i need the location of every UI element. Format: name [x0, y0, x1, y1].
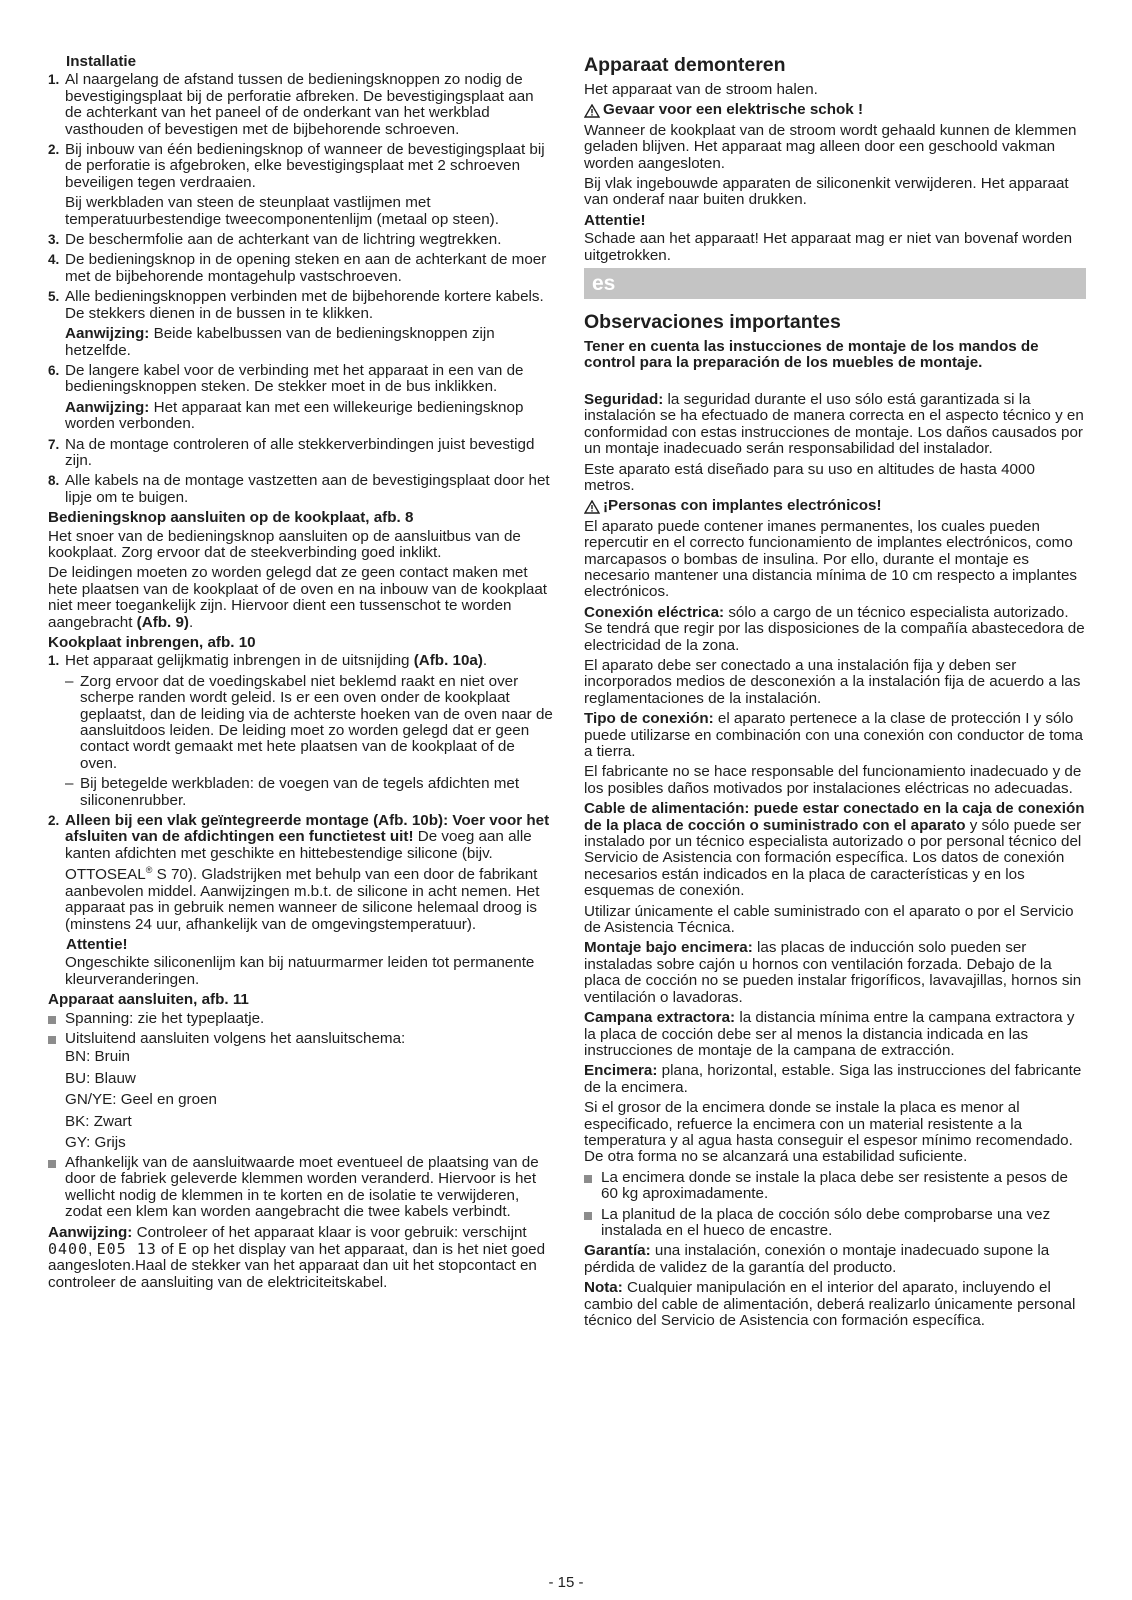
list-item: 2. Alleen bij een vlak geïntegreerde montage (Afb. 10b): Voer voor het afsluiten van de afdichtingen een functietest uit! De voeg aan alle kanten afdichten met geschikte en hittebestendige silicone (bijv. OTTOSEAL® S 70). Gladstrijken met behulp van een door de fabrikant aanbevolen middel. Aanwijzingen m.b.t. de silicone in acht nemen. Het apparaat pas in gebruik nemen wanneer de silicone helemaal droog is (minstens 24 uur, afhankelijk van de omgevingstemperatuur). — [48, 812, 550, 933]
bullet-item: La encimera donde se instale la placa debe ser resistente a pesos de 60 kg aproximadamente. — [584, 1170, 1086, 1203]
paragraph: Bij vlak ingebouwde apparaten de siliconenkit verwijderen. Het apparaat van onderaf naar buiten drukken. — [584, 175, 1069, 209]
bullet-square-icon — [48, 1031, 65, 1047]
warning-triangle-icon — [584, 104, 600, 118]
wire-code: GY: Grijs — [65, 1134, 126, 1152]
paragraph: Tipo de conexión: el aparato pertenece a la clase de protección I y sólo puede utilizarse en combinación con una conexión con conductor de toma a tierra. — [584, 710, 1083, 760]
note-paragraph: Aanwijzing: Beide kabelbussen van de bedieningsknoppen zijn hetzelfde. — [65, 325, 495, 359]
note-paragraph: Aanwijzing: Het apparaat kan met een willekeurige bedieningsknop worden verbonden. — [65, 398, 524, 433]
list-item: 1. Het apparaat gelijkmatig inbrengen in de uitsnijding (Afb. 10a). — [48, 652, 488, 670]
list-item: 5. Alle bedieningsknoppen verbinden met de bijbehorende kortere kabels. De stekkers dienen in de bussen in te klikken. — [48, 288, 544, 322]
wire-code: BU: Blauw — [65, 1069, 136, 1087]
bullet-item: La planitud de la placa de cocción sólo debe comprobarse una vez instalada en el hueco de encastre. — [584, 1207, 1086, 1240]
list-item: 7. Na de montage controleren of alle stekkerverbindingen juist bevestigd zijn. — [48, 435, 535, 469]
install-steps-list — [48, 72, 554, 322]
display-code: E — [177, 1239, 188, 1258]
wire-code: GN/YE: Geel en groen — [65, 1091, 217, 1109]
left-column — [48, 54, 554, 1295]
list-item: 6. De langere kabel voor de verbinding met het apparaat in een van de bedieningsknoppen steken. De stekker moet in de bus inklikken. — [48, 361, 524, 396]
paragraph: Wanneer de kookplaat van de stroom wordt gehaald kunnen de klemmen geladen blijven. Het apparaat mag alleen door een geschoold vakman worden aangesloten. — [584, 121, 1077, 172]
paragraph: Het apparaat van de stroom halen. — [584, 81, 818, 98]
paragraph: Garantía: una instalación, conexión o montaje inadecuado supone la pérdida de validez de la garantía del producto. — [584, 1242, 1050, 1276]
page-number: - 15 - — [548, 1574, 584, 1591]
paragraph: El aparato puede contener imanes permanentes, los cuales pueden repercutir en el correcto funcionamiento de implantes electrónicos, como marcapasos o bombas de insulina. Por ello, durante el montaje es necesario mantener una distancia mínima de 10 cm respecto a implantes electrónicos. — [584, 517, 1078, 601]
display-code: 0400 — [48, 1239, 89, 1258]
demont-heading: Apparaat demonteren — [584, 54, 786, 76]
list-item: 3. De beschermfolie aan de achterkant van de lichtring wegtrekken. — [48, 231, 502, 249]
paragraph: Utilizar únicamente el cable suministrado con el aparato o por el Servicio de Asistencia Técnica. — [584, 902, 1074, 937]
paragraph: Conexión eléctrica: sólo a cargo de un técnico especialista autorizado. Se tendrá que regir por las disposiciones de la compañía abastecedora de electricidad de la zona. — [584, 603, 1085, 654]
list-item: 4. De bedieningsknop in de opening steken en aan de achterkant de moer met de bijbehorende montagehulp vastschroeven. — [48, 251, 547, 285]
wire-codes — [48, 1047, 554, 1154]
shock-warning: Gevaar voor een elektrische schok ! — [584, 102, 1086, 118]
paragraph: Montaje bajo encimera: las placas de inducción solo pueden ser instaladas sobre cajón u hornos con ventilación forzada. Debajo de la placa de cocción no se pueden instalar frigoríficos, lavavajillas, hornos sin ventilación o lavadoras. — [584, 939, 1082, 1006]
implant-warning: ¡Personas con implantes electrónicos! — [584, 498, 1086, 514]
dash-item: – Bij betegelde werkbladen: de voegen van de tegels afdichten met siliconenrubber. — [65, 775, 520, 809]
installatie-heading: Installatie — [66, 53, 137, 70]
warning-triangle-icon — [584, 500, 600, 514]
obs-heading: Observaciones importantes — [584, 311, 841, 334]
list-item: 8. Alle kabels na de montage vastzetten aan de bevestigingsplaat door het lipje om te buigen. — [48, 472, 550, 506]
paragraph: Si el grosor de la encimera donde se instale la placa es menor al especificado, refuerce la encimera con un material resistente a la temperatura y al agua hasta conseguir el espesor mínimo recomendado. De otra forma no se alcanzará una estabilidad suficiente. — [584, 1099, 1073, 1166]
connect-heading: Apparaat aansluiten, afb. 11 — [48, 991, 249, 1009]
bullet-square-icon — [584, 1207, 601, 1240]
bullet-square-icon — [584, 1170, 601, 1203]
attentie-heading: Attentie! — [66, 935, 128, 953]
list-item: 2. Bij inbouw van één bedieningsknop of wanneer de bevestigingsplaat bij de perforatie is afgebroken, elke bevestigingsplaat met 2 schroeven beveiligen tegen verdraaien. — [48, 141, 545, 191]
attentie-text: Schade aan het apparaat! Het apparaat mag er niet van bovenaf worden uitgetrokken. — [584, 230, 1073, 264]
bullet-square-icon — [48, 1155, 65, 1221]
bullet-item: Uitsluitend aansluiten volgens het aansluitschema: — [48, 1031, 554, 1047]
bullet-item: Spanning: zie het typeplaatje. — [48, 1011, 554, 1027]
paragraph: Este aparato está diseñado para su uso en altitudes de hasta 4000 metros. — [584, 460, 1035, 494]
paragraph: El aparato debe ser conectado a una instalación fija y deben ser incorporados medios de desconexión a la instalación fija de acuerdo a las reglamentaciones de la instalación. — [584, 656, 1081, 707]
right-column — [584, 54, 1086, 1333]
dash-item: – Zorg ervoor dat de voedingskabel niet beklemd raakt en niet over scherpe randen wordt geleid. Is er een oven onder de kookplaat geplaatst, dan de leiding via de achterste hoeken van de oven naar de aansluitdoos leiden. De leiding moet zo worden gelegd dat er geen contact wordt gemaakt met hete plaatsen van de kookplaat of de oven. — [65, 672, 553, 772]
list-item: Bij werkbladen van steen de steunplaat vastlijmen met temperatuurbestendige tweecomponentenlijm (metaal op steen). — [65, 194, 499, 228]
wire-code: BK: Zwart — [65, 1112, 132, 1130]
bullet-square-icon — [48, 1011, 65, 1027]
wire-code: BN: Bruin — [65, 1048, 130, 1066]
paragraph: El fabricante no se hace responsable del funcionamiento inadecuado y de los posibles daños motivados por instalaciones eléctricas no adecuadas. — [584, 763, 1082, 797]
paragraph: Cable de alimentación: puede estar conectado en la caja de conexión de la placa de cocción o suministrado con el aparato y sólo puede ser instalado por un técnico especialista autorizado o por personal técnico del Servicio de Asistencia con formación específica. Los datos de conexión necesarios están indicados en la placa de características y en los esquemas de conexión. — [584, 800, 1085, 900]
paragraph: Het snoer van de bedieningsknop aansluiten op de aansluitbus van de kookplaat. Zorg ervoor dat de steekverbinding goed inklikt. — [48, 527, 521, 561]
bullet-item: Afhankelijk van de aansluitwaarde moet eventueel de plaatsing van de door de fabriek geleverde klemmen worden veranderd. Hiervoor is het wellicht nodig de klemmen in te korten en de isolatie te verwijderen, zodat een klem kan worden aangebracht die twee kabels verbindt. — [48, 1155, 554, 1221]
paragraph: Seguridad: la seguridad durante el uso sólo está garantizada si la instalación se ha efectuado de manera correcta en el aspecto técnico y en conformidad con estas instrucciones de montaje. Los daños causados por un montaje inadecuado serán responsabilidad del instalador. — [584, 390, 1084, 458]
list-item: 1. Al naargelang de afstand tussen de bedieningsknoppen zo nodig de bevestigingsplaat bij de perforatie afbreken. De bevestigingsplaat aan de achterkant van het paneel of de onderkant van het werkblad vasthouden of bevestigen met de bijbehorende schroeven. — [48, 71, 534, 138]
paragraph: De leidingen moeten zo worden gelegd dat ze geen contact maken met hete plaatsen van de kookplaat of de oven en na inbouw van de kookplaat niet meer toegankelijk zijn. Hiervoor dient een tussenschot te worden aangebracht (Afb. 9). — [48, 564, 548, 631]
final-note: Aanwijzing: Controleer of het apparaat klaar is voor gebruik: verschijnt 0400, E05 13 of E op het display van het apparaat, dan is het niet goed aangesloten.Haal de stekker van het apparaat dan uit het stopcontact en controleer de aansluiting van de elektriciteitskabel. — [48, 1223, 546, 1291]
knob-heading: Bedieningsknop aansluiten op de kookplaat, afb. 8 — [48, 509, 414, 527]
paragraph: Campana extractora: la distancia mínima entre la campana extractora y la placa de cocción debe ser al menos la distancia indicada en las instrucciones de montaje de la campana de extracción. — [584, 1009, 1075, 1059]
language-bar: es — [584, 268, 1086, 299]
insert-heading: Kookplaat inbrengen, afb. 10 — [48, 634, 256, 651]
paragraph: Encimera: plana, horizontal, estable. Siga las instrucciones del fabricante de la encimera. — [584, 1062, 1082, 1096]
attentie-heading: Attentie! — [584, 211, 646, 229]
attentie-text: Ongeschikte siliconenlijm kan bij natuurmarmer leiden tot permanente kleurveranderingen. — [65, 954, 535, 988]
obs-intro: Tener en cuenta las instucciones de montaje de los mandos de control para la preparación de los muebles de montaje. — [584, 338, 1039, 372]
paragraph: Nota: Cualquier manipulación en el interior del aparato, incluyendo el cambio del cable de alimentación, deberá realizarlo únicamente personal técnico del Servicio de Asistencia con formación específica. — [584, 1279, 1076, 1329]
display-code: E05 13 — [96, 1239, 157, 1258]
